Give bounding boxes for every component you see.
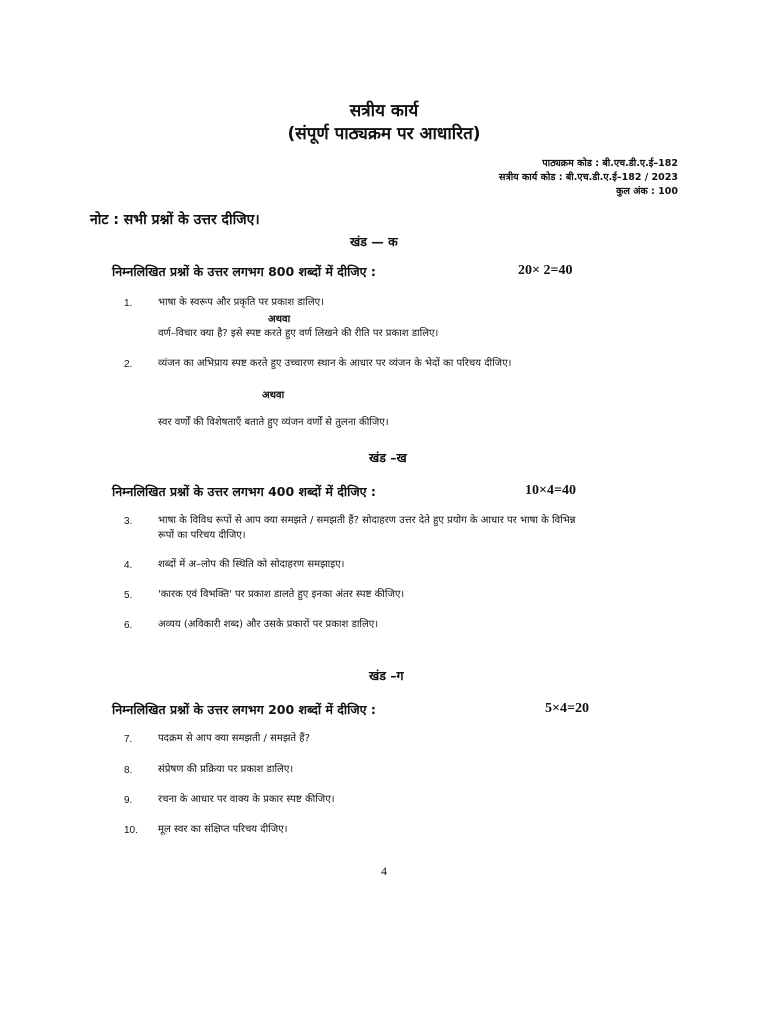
assignment-code: सत्रीय कार्य कोड : बी.एच.डी.ए.ई–182 / 2023 (499, 172, 678, 183)
page-subtitle: (संपूर्ण पाठ्यक्रम पर आधारित) (287, 124, 481, 144)
question-alternative: स्वर वर्णों की विशेषताएँ बताते हुए व्यंजन वर्णों से तुलना कीजिए। (158, 417, 389, 428)
page-number: 4 (381, 864, 387, 878)
section-c-marks: 5×4=20 (545, 701, 589, 716)
question-text: संप्रेषण की प्रक्रिया पर प्रकाश डालिए। (158, 764, 294, 775)
question-number: 2. (124, 359, 133, 370)
question-text: 'कारक एवं विभक्ति' पर प्रकाश डालते हुए इनका अंतर स्पष्ट कीजिए। (158, 589, 405, 600)
question-alternative: वर्ण–विचार क्या है? इसे स्पष्ट करते हुए वर्ण लिखने की रीति पर प्रकाश डालिए। (158, 328, 439, 339)
section-b-heading: खंड –ख (369, 450, 407, 465)
question-text: पदक्रम से आप क्या समझती / समझते हैं? (158, 733, 310, 744)
section-a-heading: खंड — क (350, 234, 398, 249)
course-code: पाठ्यक्रम कोड : बी.एच.डी.ए.ई–182 (542, 158, 678, 169)
section-a-marks: 20× 2=40 (518, 263, 573, 278)
question-text: भाषा के विविध रूपों से आप क्या समझते / समझती हैं? सोदाहरण उत्तर देते हुए प्रयोग के आधार पर भाषा के विभिन्न रूपों का परिचय दीजिए। (158, 515, 576, 541)
question-number: 8. (124, 765, 133, 776)
question-text: रचना के आधार पर वाक्य के प्रकार स्पष्ट कीजिए। (158, 794, 335, 805)
question-number: 7. (124, 734, 133, 745)
section-b-marks: 10×4=40 (525, 483, 576, 498)
question-number: 5. (124, 590, 133, 601)
section-c-heading: खंड –ग (369, 668, 404, 683)
question-text: व्यंजन का अभिप्राय स्पष्ट करते हुए उच्चारण स्थान के आधार पर व्यंजन के भेदों का परिचय दीजिए। (158, 358, 512, 369)
question-number: 6. (124, 620, 133, 631)
question-number: 4. (124, 560, 133, 571)
question-text: मूल स्वर का संक्षिप्त परिचय दीजिए। (158, 824, 288, 835)
question-number: 9. (124, 795, 133, 806)
or-label: अथवा (262, 390, 285, 401)
total-marks: कुल अंक : 100 (616, 186, 678, 197)
question-text: शब्दों में अ–लोप की स्थिति को सोदाहरण समझाइए। (158, 559, 345, 570)
question-text: अव्यय (अविकारी शब्द) और उसके प्रकारों पर प्रकाश डालिए। (158, 619, 379, 630)
question-number: 1. (124, 298, 133, 309)
section-b-instruction: निम्नलिखित प्रश्नों के उत्तर लगभग 400 शब्दों में दीजिए : (112, 484, 376, 499)
question-number: 3. (124, 516, 133, 527)
question-number: 10. (124, 825, 138, 836)
note: नोट : सभी प्रश्नों के उत्तर दीजिए। (90, 212, 260, 228)
or-label: अथवा (268, 314, 291, 325)
section-c-instruction: निम्नलिखित प्रश्नों के उत्तर लगभग 200 शब्दों में दीजिए : (112, 702, 376, 717)
page-title: सत्रीय कार्य (349, 101, 419, 121)
question-text: भाषा के स्वरूप और प्रकृति पर प्रकाश डालिए। (158, 297, 324, 308)
section-a-instruction: निम्नलिखित प्रश्नों के उत्तर लगभग 800 शब्दों में दीजिए : (112, 264, 376, 279)
